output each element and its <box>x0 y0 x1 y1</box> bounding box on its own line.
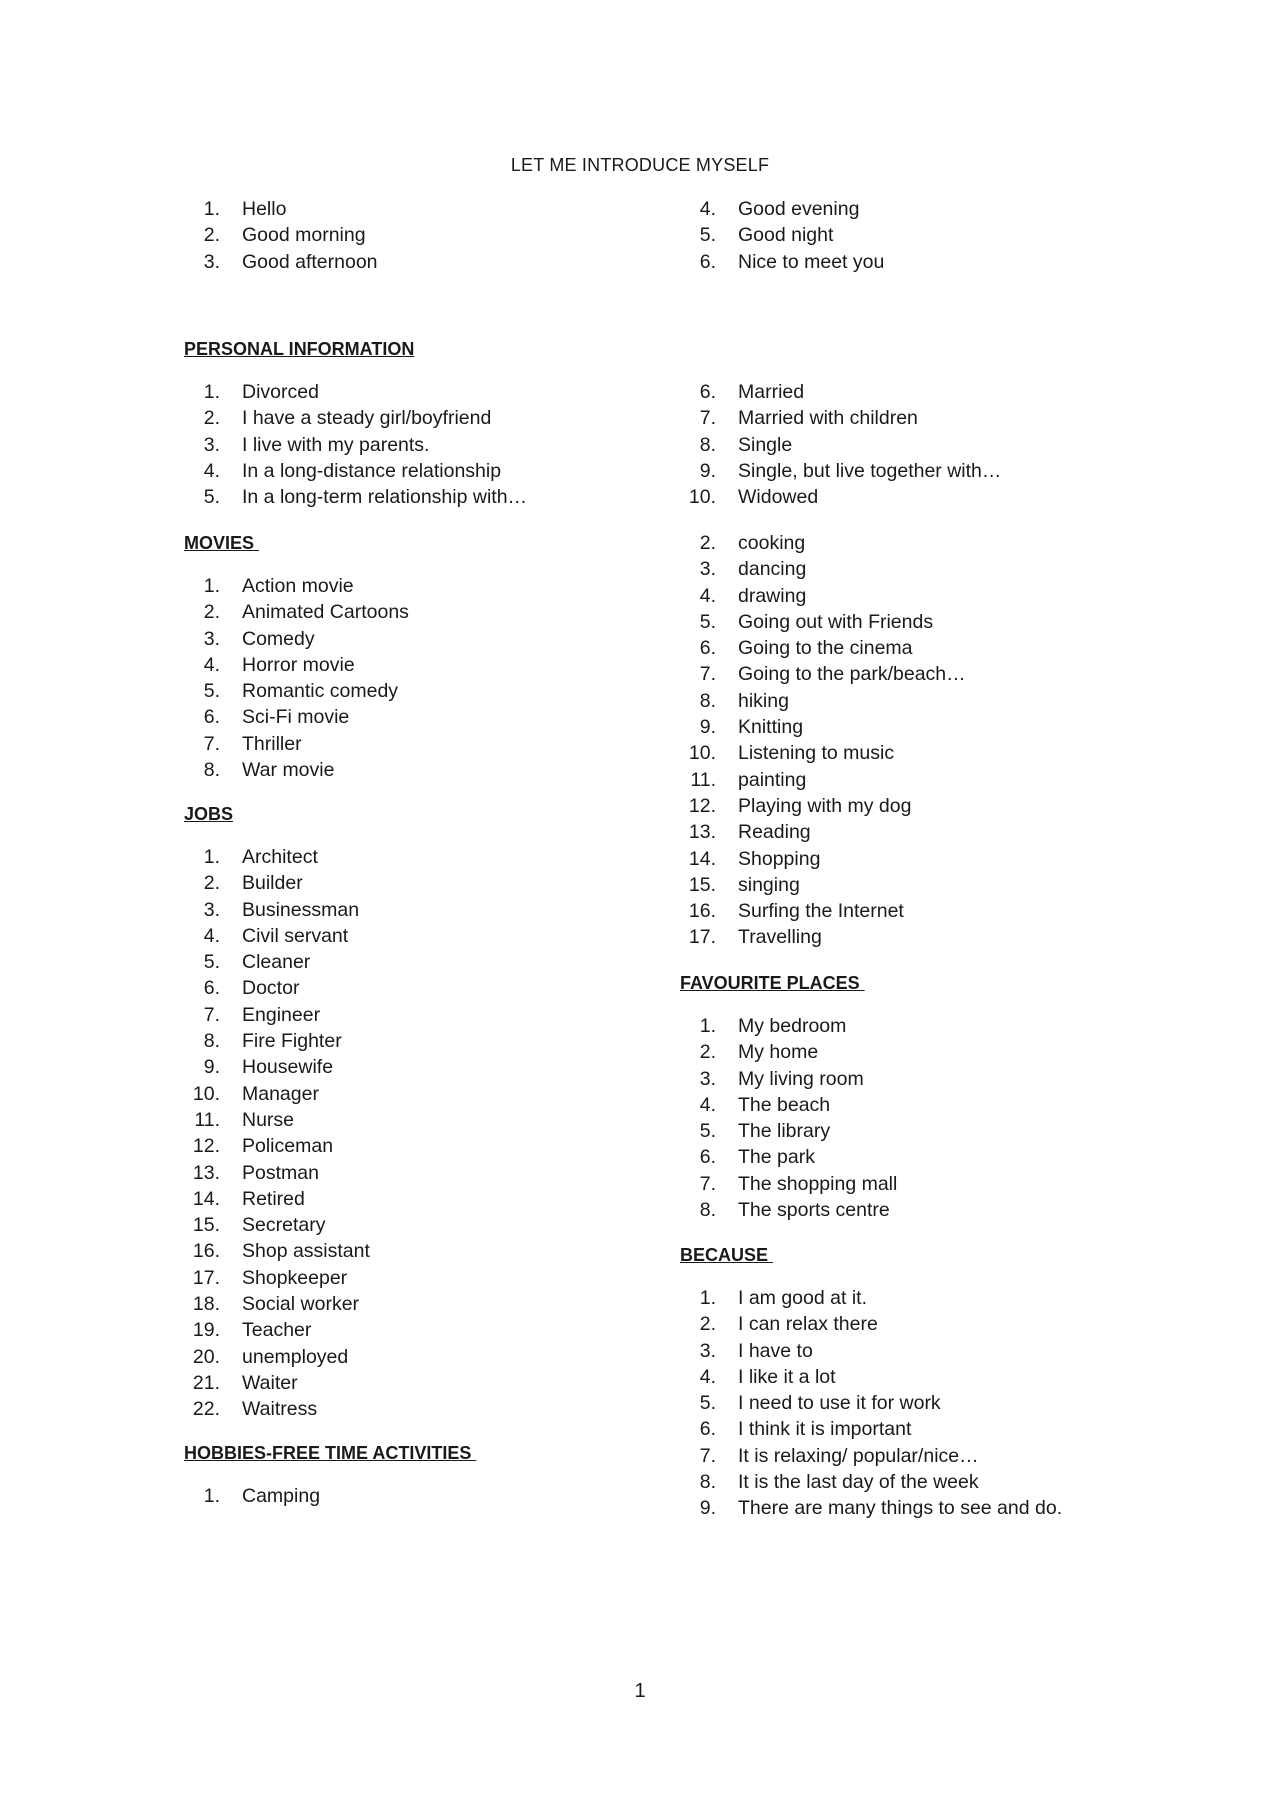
hobbies-heading: HOBBIES-FREE TIME ACTIVITIES <box>184 1443 477 1463</box>
list-item <box>184 757 409 783</box>
list-item <box>680 688 966 714</box>
list-item-text: It is relaxing/ popular/nice… <box>738 1444 979 1467</box>
list-item <box>184 405 527 431</box>
list-item-text: Hello <box>242 198 287 220</box>
list-item-text: The beach <box>738 1093 831 1116</box>
list-item <box>184 1133 370 1159</box>
list-item-number: 10. <box>192 1082 220 1105</box>
list-item <box>184 573 409 599</box>
list-item <box>680 1197 897 1223</box>
list-item-text: Retired <box>242 1187 305 1210</box>
greetings-list-left <box>184 196 378 275</box>
list-item-number: 8. <box>203 1030 220 1053</box>
list-item-number: 5. <box>699 610 716 633</box>
favourite-places-heading: FAVOURITE PLACES <box>680 973 865 993</box>
list-item-text: Engineer <box>242 1003 321 1026</box>
list-item <box>680 432 1001 458</box>
list-item-text: I can relax there <box>738 1313 878 1336</box>
list-item <box>184 949 370 975</box>
list-item-number: 1. <box>203 575 220 597</box>
list-item-number: 4. <box>203 459 220 482</box>
favourite-places-list <box>680 1013 897 1223</box>
list-item-number: 5. <box>203 486 220 509</box>
list-item-text: Teacher <box>242 1319 312 1342</box>
list-item-text: Civil servant <box>242 924 349 947</box>
list-item-number: 6. <box>699 250 716 273</box>
list-item <box>680 1364 1062 1390</box>
list-item-number: 8. <box>699 1471 716 1494</box>
list-item-text: Postman <box>242 1161 319 1184</box>
list-item-text: Architect <box>242 846 318 868</box>
greetings-list-right <box>680 196 884 275</box>
list-item-number: 10. <box>688 742 716 765</box>
list-item-text: The library <box>738 1120 831 1143</box>
list-item-number: 15. <box>192 1214 220 1237</box>
list-item-text: singing <box>738 873 800 896</box>
list-item <box>680 609 966 635</box>
list-item <box>680 924 966 950</box>
list-item-number: 2. <box>203 407 220 430</box>
list-item-text: Married with children <box>738 407 918 430</box>
list-item <box>184 975 370 1001</box>
list-item-number: 7. <box>699 663 716 686</box>
list-item <box>680 714 966 740</box>
list-item-text: Fire Fighter <box>242 1030 342 1053</box>
list-item <box>680 484 1001 510</box>
list-item <box>680 1144 897 1170</box>
list-item-text: I have to <box>738 1339 813 1362</box>
list-item-number: 8. <box>699 689 716 712</box>
list-item-number: 16. <box>192 1240 220 1263</box>
list-item-number: 7. <box>203 732 220 755</box>
list-item <box>680 819 966 845</box>
list-item-number: 22. <box>192 1398 220 1421</box>
list-item-number: 1. <box>203 846 220 868</box>
list-item <box>680 1013 897 1039</box>
hobbies-list-right <box>680 530 966 951</box>
list-item <box>184 844 370 870</box>
list-item <box>680 793 966 819</box>
list-item-text: Secretary <box>242 1214 326 1237</box>
list-item-text: The shopping mall <box>738 1172 898 1195</box>
list-item <box>184 1483 320 1509</box>
list-item <box>184 923 370 949</box>
list-item-text: Waitress <box>242 1398 318 1421</box>
list-item <box>680 1066 897 1092</box>
list-item-text: In a long-distance relationship <box>242 459 502 482</box>
list-item-text: Shopkeeper <box>242 1266 348 1289</box>
list-item <box>184 1396 370 1422</box>
list-item-number: 7. <box>699 407 716 430</box>
list-item-number: 4. <box>203 924 220 947</box>
list-item-number: 1. <box>699 1015 716 1037</box>
list-item <box>184 1107 370 1133</box>
list-item-number: 3. <box>699 1067 716 1090</box>
list-item-text: Shop assistant <box>242 1240 370 1263</box>
list-item-number: 1. <box>203 198 220 220</box>
list-item-text: Action movie <box>242 575 354 597</box>
page-title: LET ME INTRODUCE MYSELF <box>510 155 770 175</box>
list-item <box>184 432 527 458</box>
list-item <box>184 704 409 730</box>
list-item <box>184 1238 370 1264</box>
list-item <box>680 1039 897 1065</box>
list-item <box>184 249 378 275</box>
list-item-number: 4. <box>699 1365 716 1388</box>
list-item-number: 16. <box>688 900 716 923</box>
list-item-text: My living room <box>738 1067 864 1090</box>
list-item-number: 3. <box>203 250 220 273</box>
list-item <box>184 1212 370 1238</box>
list-item-text: Policeman <box>242 1135 334 1158</box>
because-heading: BECAUSE <box>680 1245 774 1265</box>
list-item <box>680 1311 1062 1337</box>
list-item-number: 8. <box>203 759 220 782</box>
list-item-number: 2. <box>699 1313 716 1336</box>
list-item-text: cooking <box>738 532 806 554</box>
list-item-number: 4. <box>699 584 716 607</box>
list-item-text: Waiter <box>242 1371 298 1394</box>
list-item-number: 1. <box>203 1485 220 1507</box>
list-item-number: 17. <box>192 1266 220 1289</box>
list-item-text: Comedy <box>242 627 315 650</box>
list-item-number: 5. <box>699 1120 716 1143</box>
list-item <box>680 458 1001 484</box>
list-item-number: 5. <box>203 680 220 703</box>
list-item-text: Good evening <box>738 198 860 220</box>
list-item <box>680 1092 897 1118</box>
list-item-number: 4. <box>203 653 220 676</box>
list-item <box>184 196 378 222</box>
list-item-text: Manager <box>242 1082 319 1105</box>
list-item <box>680 740 966 766</box>
list-item <box>680 767 966 793</box>
list-item-text: Single <box>738 433 793 456</box>
list-item <box>680 1416 1062 1442</box>
list-item-number: 15. <box>688 873 716 896</box>
list-item-number: 3. <box>203 627 220 650</box>
list-item-text: Good afternoon <box>242 250 378 273</box>
list-item-text: It is the last day of the week <box>738 1471 979 1494</box>
personal-list-left <box>184 379 527 510</box>
list-item-number: 4. <box>699 1093 716 1116</box>
list-item <box>680 405 1001 431</box>
list-item <box>184 652 409 678</box>
list-item-number: 2. <box>699 532 716 554</box>
movies-list <box>184 573 409 783</box>
list-item-text: Knitting <box>738 716 804 739</box>
list-item-text: The sports centre <box>738 1199 890 1222</box>
list-item <box>184 1370 370 1396</box>
list-item <box>680 898 966 924</box>
list-item-text: Social worker <box>242 1293 360 1316</box>
because-list <box>680 1285 1062 1522</box>
list-item <box>184 870 370 896</box>
list-item <box>184 1291 370 1317</box>
list-item-text: Listening to music <box>738 742 895 765</box>
list-item-number: 2. <box>699 1041 716 1064</box>
list-item-text: I live with my parents. <box>242 433 430 456</box>
list-item-text: Housewife <box>242 1056 334 1079</box>
list-item-text: drawing <box>738 584 807 607</box>
list-item-number: 20. <box>192 1345 220 1368</box>
list-item <box>680 846 966 872</box>
list-item-text: Playing with my dog <box>738 794 912 817</box>
list-item-text: Widowed <box>738 486 819 509</box>
list-item-text: I have a steady girl/boyfriend <box>242 407 492 430</box>
list-item <box>680 1495 1062 1521</box>
list-item-text: Going to the cinema <box>738 637 913 660</box>
list-item-number: 6. <box>699 637 716 660</box>
list-item-number: 7. <box>203 1003 220 1026</box>
list-item <box>184 1265 370 1291</box>
list-item-number: 2. <box>203 224 220 247</box>
list-item-text: I am good at it. <box>738 1287 867 1309</box>
list-item-number: 6. <box>699 1146 716 1169</box>
list-item-text: painting <box>738 768 807 791</box>
list-item-number: 13. <box>688 821 716 844</box>
list-item-text: Businessman <box>242 898 360 921</box>
list-item-text: dancing <box>738 558 807 581</box>
list-item-text: Reading <box>738 821 811 844</box>
list-item-number: 12. <box>688 794 716 817</box>
list-item-text: Surfing the Internet <box>738 900 904 923</box>
list-item-text: There are many things to see and do. <box>738 1497 1063 1520</box>
list-item-number: 9. <box>699 1497 716 1520</box>
list-item-number: 10. <box>688 486 716 509</box>
list-item-number: 8. <box>699 433 716 456</box>
list-item <box>184 1344 370 1370</box>
list-item-number: 5. <box>699 224 716 247</box>
list-item <box>184 222 378 248</box>
list-item <box>184 458 527 484</box>
list-item <box>184 1054 370 1080</box>
list-item-number: 6. <box>203 706 220 729</box>
list-item-number: 13. <box>192 1161 220 1184</box>
list-item-text: War movie <box>242 759 335 782</box>
list-item <box>184 1186 370 1212</box>
list-item-text: hiking <box>738 689 789 712</box>
list-item-text: Married <box>738 381 805 403</box>
list-item <box>184 1028 370 1054</box>
list-item-text: I like it a lot <box>738 1365 836 1388</box>
personal-list-right <box>680 379 1001 510</box>
list-item <box>680 249 884 275</box>
list-item-text: Going out with Friends <box>738 610 934 633</box>
list-item <box>680 1285 1062 1311</box>
list-item <box>680 1338 1062 1364</box>
list-item <box>680 1390 1062 1416</box>
list-item-number: 8. <box>699 1199 716 1222</box>
list-item-text: Romantic comedy <box>242 680 399 703</box>
list-item-text: Sci-Fi movie <box>242 706 350 729</box>
list-item-number: 2. <box>203 601 220 624</box>
list-item-number: 5. <box>699 1392 716 1415</box>
list-item <box>680 530 966 556</box>
list-item-number: 7. <box>699 1172 716 1195</box>
list-item-text: The park <box>738 1146 815 1169</box>
list-item-text: Cleaner <box>242 951 311 974</box>
list-item <box>184 678 409 704</box>
list-item-number: 1. <box>203 381 220 403</box>
personal-information-heading: PERSONAL INFORMATION <box>184 339 415 359</box>
list-item-number: 12. <box>192 1135 220 1158</box>
list-item-text: Nice to meet you <box>738 250 885 273</box>
movies-heading: MOVIES <box>184 533 260 553</box>
list-item-number: 21. <box>192 1371 220 1394</box>
list-item-number: 6. <box>699 381 716 403</box>
list-item <box>680 556 966 582</box>
list-item-number: 11. <box>194 1108 220 1131</box>
list-item-number: 18. <box>192 1293 220 1316</box>
list-item-text: unemployed <box>242 1345 349 1368</box>
list-item-number: 4. <box>699 198 716 220</box>
list-item-text: Good morning <box>242 224 366 247</box>
list-item <box>680 872 966 898</box>
list-item-text: I need to use it for work <box>738 1392 941 1415</box>
list-item-number: 2. <box>203 872 220 895</box>
list-item-number: 3. <box>203 898 220 921</box>
list-item <box>184 599 409 625</box>
list-item-text: Shopping <box>738 847 821 870</box>
list-item-number: 3. <box>699 1339 716 1362</box>
list-item-number: 5. <box>203 951 220 974</box>
list-item-number: 17. <box>688 926 716 949</box>
list-item-number: 3. <box>699 558 716 581</box>
list-item-number: 11. <box>690 768 716 791</box>
list-item <box>184 626 409 652</box>
list-item-text: Good night <box>738 224 834 247</box>
list-item-number: 6. <box>203 977 220 1000</box>
page-number: 1 <box>634 1680 646 1702</box>
list-item <box>680 661 966 687</box>
list-item-number: 9. <box>203 1056 220 1079</box>
list-item <box>680 1469 1062 1495</box>
list-item-text: Builder <box>242 872 303 895</box>
list-item <box>680 222 884 248</box>
hobbies-list-left <box>184 1483 320 1509</box>
list-item <box>184 379 527 405</box>
jobs-list <box>184 844 370 1423</box>
list-item-text: Doctor <box>242 977 300 1000</box>
list-item-text: Horror movie <box>242 653 355 676</box>
list-item-number: 3. <box>203 433 220 456</box>
list-item <box>184 731 409 757</box>
list-item-text: Going to the park/beach… <box>738 663 966 686</box>
list-item-text: Travelling <box>738 926 822 949</box>
list-item <box>680 196 884 222</box>
list-item-number: 14. <box>688 847 716 870</box>
list-item <box>184 1081 370 1107</box>
list-item-text: Nurse <box>242 1108 295 1131</box>
list-item-number: 7. <box>699 1444 716 1467</box>
list-item <box>680 379 1001 405</box>
list-item-text: Animated Cartoons <box>242 601 409 624</box>
list-item-text: Divorced <box>242 381 319 403</box>
list-item-number: 14. <box>192 1187 220 1210</box>
list-item-text: Camping <box>242 1485 321 1507</box>
list-item-text: My home <box>738 1041 819 1064</box>
list-item-text: In a long-term relationship with… <box>242 486 528 509</box>
list-item <box>680 583 966 609</box>
list-item <box>184 484 527 510</box>
list-item <box>184 1317 370 1343</box>
list-item-number: 1. <box>699 1287 716 1309</box>
list-item-number: 9. <box>699 716 716 739</box>
jobs-heading: JOBS <box>184 804 234 824</box>
list-item-text: Thriller <box>242 732 302 755</box>
list-item-number: 6. <box>699 1418 716 1441</box>
list-item <box>680 635 966 661</box>
list-item-number: 9. <box>699 459 716 482</box>
list-item <box>184 897 370 923</box>
list-item <box>680 1171 897 1197</box>
list-item-number: 19. <box>192 1319 220 1342</box>
list-item <box>184 1002 370 1028</box>
list-item <box>680 1443 1062 1469</box>
list-item <box>184 1160 370 1186</box>
list-item <box>680 1118 897 1144</box>
list-item-text: Single, but live together with… <box>738 459 1002 482</box>
list-item-text: I think it is important <box>738 1418 912 1441</box>
list-item-text: My bedroom <box>738 1015 847 1037</box>
